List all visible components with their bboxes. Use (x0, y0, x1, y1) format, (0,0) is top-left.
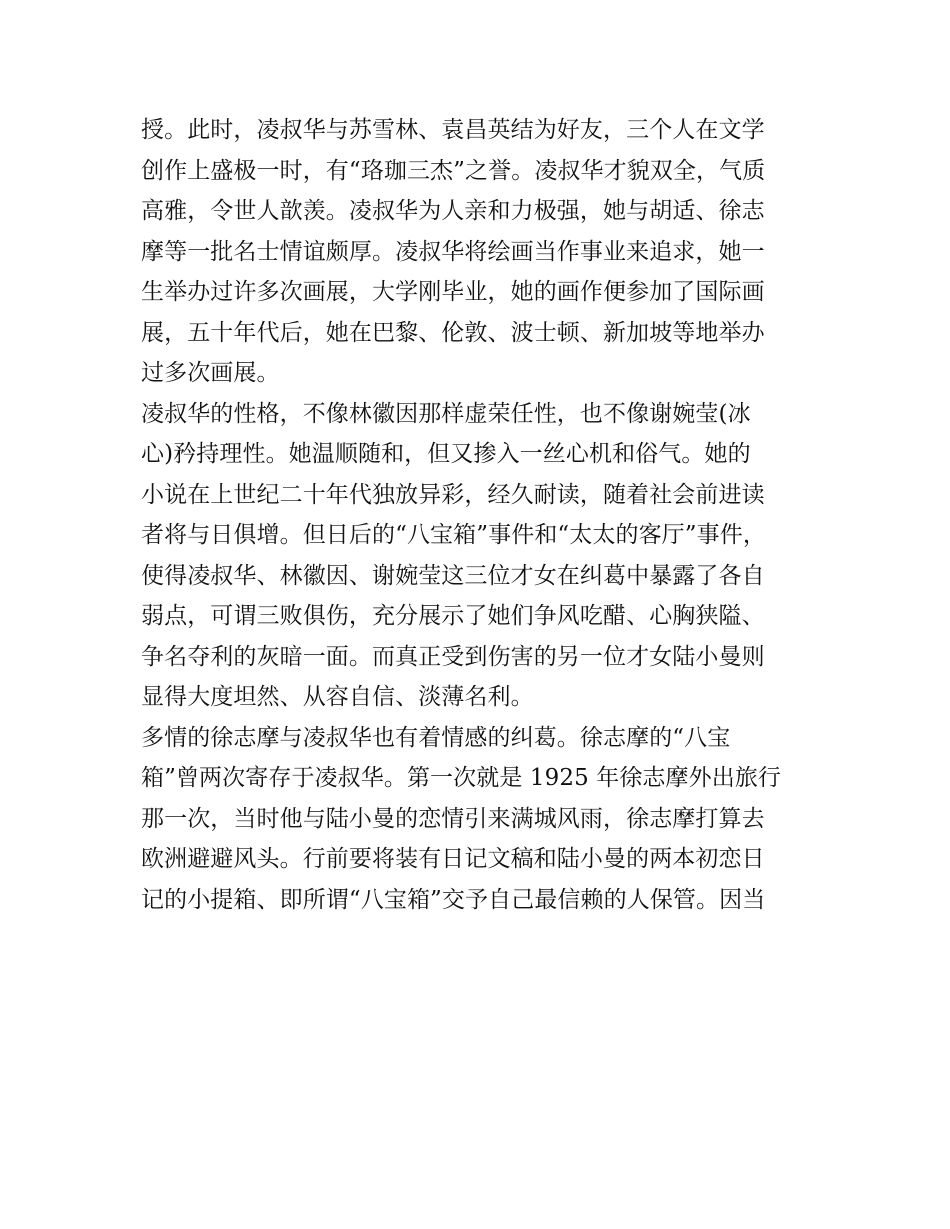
text-line: 展，五十年代后，她在巴黎、伦敦、波士顿、新加坡等地举办 (141, 319, 765, 346)
text-line: 多情的徐志摩与凌叔华也有着情感的纠葛。徐志摩的“八宝 (141, 724, 731, 751)
text-line: 创作上盛极一时，有“珞珈三杰”之誉。凌叔华才貌双全，气质 (141, 157, 766, 184)
body-text (141, 110, 813, 920)
text-line: 欧洲避避风头。行前要将装有日记文稿和陆小曼的两本初恋日 (141, 846, 765, 872)
text-line: 心)矜持理性。她温顺随和，但又掺入一丝心机和俗气。她的 (141, 441, 751, 467)
text-line: 过多次画展。 (141, 360, 280, 386)
text-line: 显得大度坦然、从容自信、淡薄名利。 (141, 684, 534, 710)
text-line: 摩等一批名士情谊颇厚。凌叔华将绘画当作事业来追求，她一 (141, 238, 765, 265)
text-line: 者将与日俱增。但日后的“八宝箱”事件和“太太的客厅”事件， (141, 522, 766, 548)
text-line: 生举办过许多次画展，大学刚毕业，她的画作便参加了国际画 (141, 279, 765, 305)
text-line: 争名夺利的灰暗一面。而真正受到伤害的另一位才女陆小曼则 (141, 643, 765, 670)
text-line: 授。此时，凌叔华与苏雪林、袁昌英结为好友，三个人在文学 (141, 117, 765, 143)
text-line: 箱”曾两次寄存于凌叔华。第一次就是 1925 年徐志摩外出旅行 (141, 765, 782, 791)
text-line: 使得凌叔华、林徽因、谢婉莹这三位才女在纠葛中暴露了各自 (141, 562, 765, 589)
text-line: 记的小提箱、即所谓“八宝箱”交予自己最信赖的人保管。因当 (141, 886, 766, 913)
text-line: 小说在上世纪二十年代独放异彩，经久耐读，随着社会前进读 (141, 481, 765, 508)
text-line: 那一次，当时他与陆小曼的恋情引来满城风雨，徐志摩打算去 (141, 805, 765, 832)
text-line: 凌叔华的性格，不像林徽因那样虚荣任性，也不像谢婉莹(冰 (141, 400, 751, 427)
text-line: 高雅，令世人歆羡。凌叔华为人亲和力极强，她与胡适、徐志 (141, 198, 765, 224)
text-line: 弱点，可谓三败俱伤，充分展示了她们争风吃醋、心胸狭隘、 (141, 603, 765, 629)
